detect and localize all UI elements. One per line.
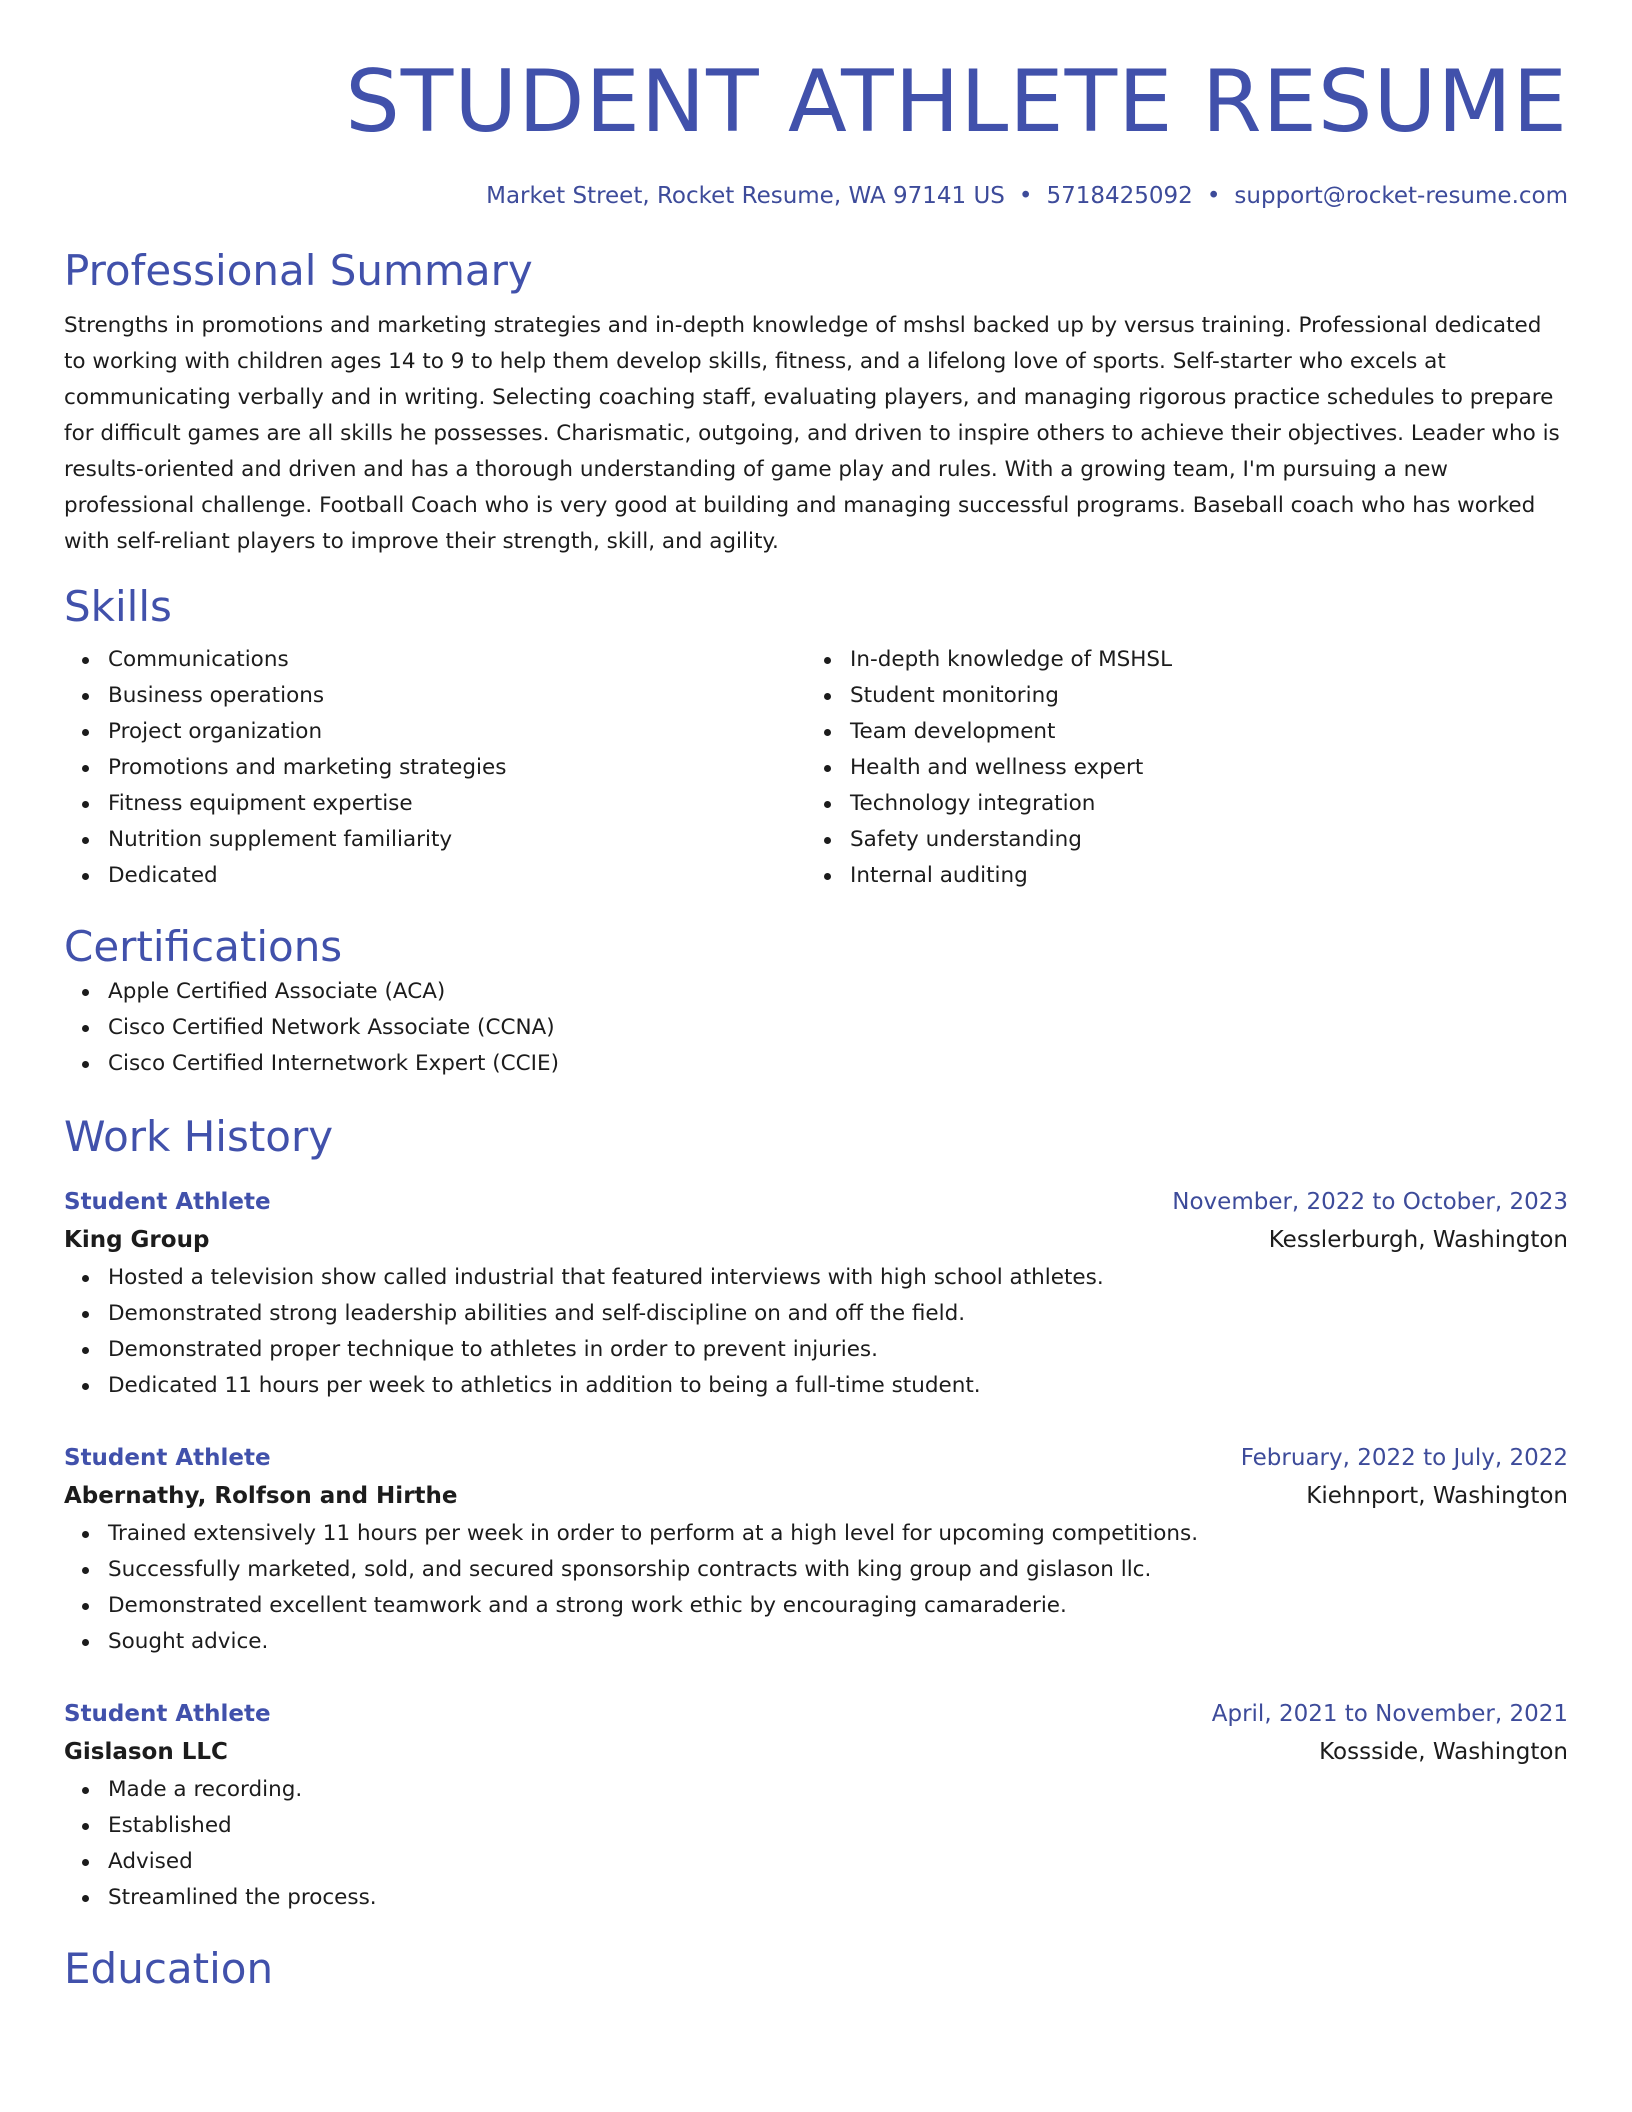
job-bullet: Established [108,1808,1568,1844]
skills-heading: Skills [64,582,172,631]
skill-item: Safety understanding [850,822,1548,858]
job-bullet: Sought advice. [108,1624,1568,1660]
job-dates: November, 2022 to October, 2023 [1172,1189,1568,1215]
job-title: Student Athlete [64,1445,271,1471]
skill-item: Nutrition supplement familiarity [108,822,806,858]
job-dates: April, 2021 to November, 2021 [1211,1701,1568,1727]
skill-item: Technology integration [850,786,1548,822]
skills-column-right [806,642,1548,894]
job-header-row [64,1184,1568,1220]
job-title: Student Athlete [64,1189,271,1215]
certification-item: Cisco Certified Internetwork Expert (CCIE) [108,1046,1568,1082]
job-entry [64,1696,1568,1916]
job-company: King Group [64,1227,210,1253]
skill-item: Dedicated [108,858,806,894]
skill-item: Communications [108,642,806,678]
contact-email: support@rocket-resume.com [1234,183,1568,209]
contact-address: Market Street, Rocket Resume, WA 97141 US [486,183,1005,209]
skill-item: In-depth knowledge of MSHSL [850,642,1548,678]
skill-item: Business operations [108,678,806,714]
job-company-row [64,1732,1568,1772]
job-location: Kiehnport, Washington [1306,1483,1568,1509]
certifications-list [64,974,1568,1082]
job-location: Kossside, Washington [1319,1739,1568,1765]
work-history-heading: Work History [64,1112,334,1161]
job-company-row [64,1476,1568,1516]
job-bullet: Demonstrated excellent teamwork and a strong work ethic by encouraging camaraderie. [108,1588,1568,1624]
job-bullets [64,1516,1568,1660]
job-bullet: Trained extensively 11 hours per week in order to perform at a high level for upcoming competitions. [108,1516,1568,1552]
job-header-row [64,1696,1568,1732]
job-bullet: Made a recording. [108,1772,1568,1808]
contact-separator: • [1206,183,1221,209]
contact-line [64,180,1568,212]
skill-item: Student monitoring [850,678,1548,714]
job-location: Kesslerburgh, Washington [1268,1227,1568,1253]
job-bullets [64,1772,1568,1916]
job-bullet: Demonstrated strong leadership abilities and self-discipline on and off the field. [108,1296,1568,1332]
skills-list-right [806,642,1548,894]
job-entry [64,1184,1568,1404]
certifications-heading: Certifications [64,922,343,971]
contact-phone: 5718425092 [1046,183,1193,209]
summary-heading: Professional Summary [64,246,533,295]
resume-page [64,0,1568,1996]
job-bullet: Demonstrated proper technique to athletes in order to prevent injuries. [108,1332,1568,1368]
job-dates: February, 2022 to July, 2022 [1240,1445,1568,1471]
job-bullet: Dedicated 11 hours per week to athletics in addition to being a full-time student. [108,1368,1568,1404]
job-header-row [64,1440,1568,1476]
skill-item: Team development [850,714,1548,750]
summary-text: Strengths in promotions and marketing strategies and in-depth knowledge of mshsl backed up by versus training. Professional dedicated to working with children ages 14 to 9 to help them develop skills, fitness, and a lifelong love of sports. Self-starter who excels at communicating verbally and in writing. Selecting coaching staff, evaluating players, and managing rigorous practice schedules to prepare for difficult games are all skills he possesses. Charismatic, outgoing, and driven to inspire others to achieve their objectives. Leader who is results-oriented and driven and has a thorough understanding of game play and rules. With a growing team, I'm pursuing a new professional challenge. Football Coach who is very good at building and managing successful programs. Baseball coach who has worked with self-reliant players to improve their strength, skill, and agility. [64,313,1560,554]
job-bullet: Successfully marketed, sold, and secured sponsorship contracts with king group and gislason llc. [108,1552,1568,1588]
contact-separator: • [1018,183,1033,209]
skills-column-left [64,642,806,894]
skill-item: Health and wellness expert [850,750,1548,786]
job-company-row [64,1220,1568,1260]
skill-item: Project organization [108,714,806,750]
job-title: Student Athlete [64,1701,271,1727]
skills-list-left [64,642,806,894]
certification-item: Apple Certified Associate (ACA) [108,974,1568,1010]
job-bullet: Hosted a television show called industrial that featured interviews with high school athletes. [108,1260,1568,1296]
job-bullet: Advised [108,1844,1568,1880]
resume-name: STUDENT ATHLETE RESUME [345,52,1568,152]
skill-item: Fitness equipment expertise [108,786,806,822]
skill-item: Internal auditing [850,858,1548,894]
job-bullets [64,1260,1568,1404]
skill-item: Promotions and marketing strategies [108,750,806,786]
job-entry [64,1440,1568,1660]
job-company: Gislason LLC [64,1739,228,1765]
education-heading: Education [64,1944,274,1993]
certification-item: Cisco Certified Network Associate (CCNA) [108,1010,1568,1046]
job-bullet: Streamlined the process. [108,1880,1568,1916]
job-company: Abernathy, Rolfson and Hirthe [64,1483,458,1509]
skills-grid [64,642,1568,894]
